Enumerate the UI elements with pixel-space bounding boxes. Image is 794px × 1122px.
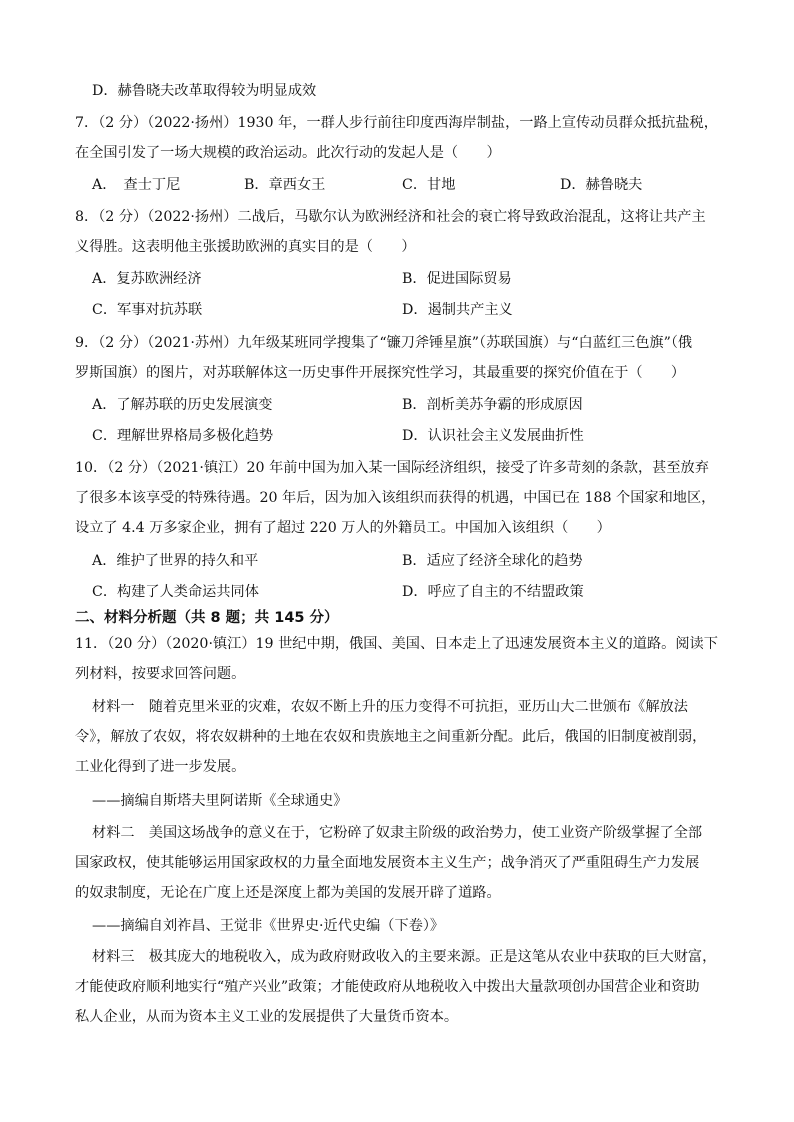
q9-option-d: D．认识社会主义发展曲折性 bbox=[402, 428, 584, 444]
q8-option-c: C．军事对抗苏联 bbox=[92, 302, 203, 318]
q8-option-d: D．遏制共产主义 bbox=[402, 302, 513, 318]
material-2-line3: 的奴隶制度，无论在广度上还是深度上都为美国的发展开辟了道路。 bbox=[75, 885, 501, 901]
material-1-source: ——摘编自斯塔夫里阿诺斯《全球通史》 bbox=[92, 793, 348, 809]
q7-option-c: C．甘地 bbox=[402, 177, 456, 193]
material-1-line2: 令》，解放了农奴，将农奴耕种的土地在农奴和贵族地主之间重新分配。此后，俄国的旧制度被削弱， bbox=[75, 729, 707, 745]
q8-option-a: A．复苏欧洲经济 bbox=[92, 271, 202, 287]
material-2-source: ——摘编自刘祚昌、王觉非《世界史·近代史编（下卷）》 bbox=[92, 918, 445, 934]
q10-option-c: C．构建了人类命运共同体 bbox=[92, 584, 259, 600]
q10-stem-line1: 10．（2 分）（2021·镇江）20 年前中国为加入某一国际经济组织，接受了许多苛刻的条款，甚至放弃 bbox=[75, 460, 709, 476]
material-2-line2: 国家政权，使其能够运用国家政权的力量全面地发展资本主义生产；战争消灭了严重阻碍生产力发展 bbox=[75, 855, 700, 871]
q11-stem-line1: 11．（20 分）（2020·镇江）19 世纪中期，俄国、美国、日本走上了迅速发展资本主义的道路。阅读下 bbox=[75, 636, 718, 652]
material-3-line1: 材料三 极其庞大的地税收入，成为政府财政收入的主要来源。正是这笔从农业中获取的巨大财富， bbox=[92, 949, 717, 965]
q10-option-b: B．适应了经济全球化的趋势 bbox=[402, 553, 583, 569]
q11-stem-line2: 列材料，按要求回答问题。 bbox=[75, 666, 246, 682]
q7-option-d: D．赫鲁晓夫 bbox=[560, 177, 643, 193]
q6-option-d: D．赫鲁晓夫改革取得较为明显成效 bbox=[92, 83, 317, 99]
q7-option-a: A． 查士丁尼 bbox=[92, 177, 181, 193]
material-1-line3: 工业化得到了进一步发展。 bbox=[75, 759, 246, 775]
q8-stem-line1: 8．（2 分）（2022·扬州）二战后，马歇尔认为欧洲经济和社会的衰亡将导致政治混乱，这将让共产主 bbox=[75, 209, 706, 225]
q8-option-b: B．促进国际贸易 bbox=[402, 271, 512, 287]
q10-stem-line2: 了很多本该享受的特殊待遇。20 年后，因为加入该组织而获得的机遇，中国已在 188 个国家和地区， bbox=[75, 490, 716, 506]
q9-option-a: A．了解苏联的历史发展演变 bbox=[92, 397, 273, 413]
material-3-line3: 私人企业，从而为资本主义工业的发展提供了大量货币资本。 bbox=[75, 1009, 459, 1025]
q7-stem-line1: 7．（2 分）（2022·扬州）1930 年，一群人步行前往印度西海岸制盐，一路上宣传动员群众抵抗盐税， bbox=[75, 115, 718, 131]
q9-option-c: C．理解世界格局多极化趋势 bbox=[92, 428, 274, 444]
section-heading: 二、材料分析题（共 8 题；共 145 分） bbox=[75, 610, 339, 626]
material-3-line2: 才能使政府顺利地实行“殖产兴业”政策；才能使政府从地税收入中拨出大量款项创办国营企业和资助 bbox=[75, 979, 700, 995]
q10-stem-line3: 设立了 4.4 万多家企业，拥有了超过 220 万人的外籍员工。中国加入该组织（ ） bbox=[75, 520, 611, 536]
q9-option-b: B．剖析美苏争霸的形成原因 bbox=[402, 397, 583, 413]
q10-option-a: A．维护了世界的持久和平 bbox=[92, 553, 259, 569]
q9-stem-line1: 9．（2 分）（2021·苏州）九年级某班同学搜集了“镰刀斧锤星旗”（苏联国旗）与“白蓝红三色旗”（俄 bbox=[75, 335, 693, 351]
q7-option-b: B．章西女王 bbox=[244, 177, 326, 193]
q8-stem-line2: 义得胜。这表明他主张援助欧洲的真实目的是（ ） bbox=[75, 239, 416, 255]
material-1-line1: 材料一 随着克里米亚的灾难，农奴不断上升的压力变得不可抗拒，亚历山大二世颁布《解放法 bbox=[92, 699, 688, 715]
q10-option-d: D．呼应了自主的不结盟政策 bbox=[402, 584, 584, 600]
material-2-line1: 材料二 美国这场战争的意义在于，它粉碎了奴隶主阶级的政治势力，使工业资产阶级掌握了全部 bbox=[92, 825, 703, 841]
q7-stem-line2: 在全国引发了一场大规模的政治运动。此次行动的发起人是（ ） bbox=[75, 145, 501, 161]
q9-stem-line2: 罗斯国旗）的图片，对苏联解体这一历史事件开展探究性学习，其最重要的探究价值在于（ ） bbox=[75, 365, 686, 381]
